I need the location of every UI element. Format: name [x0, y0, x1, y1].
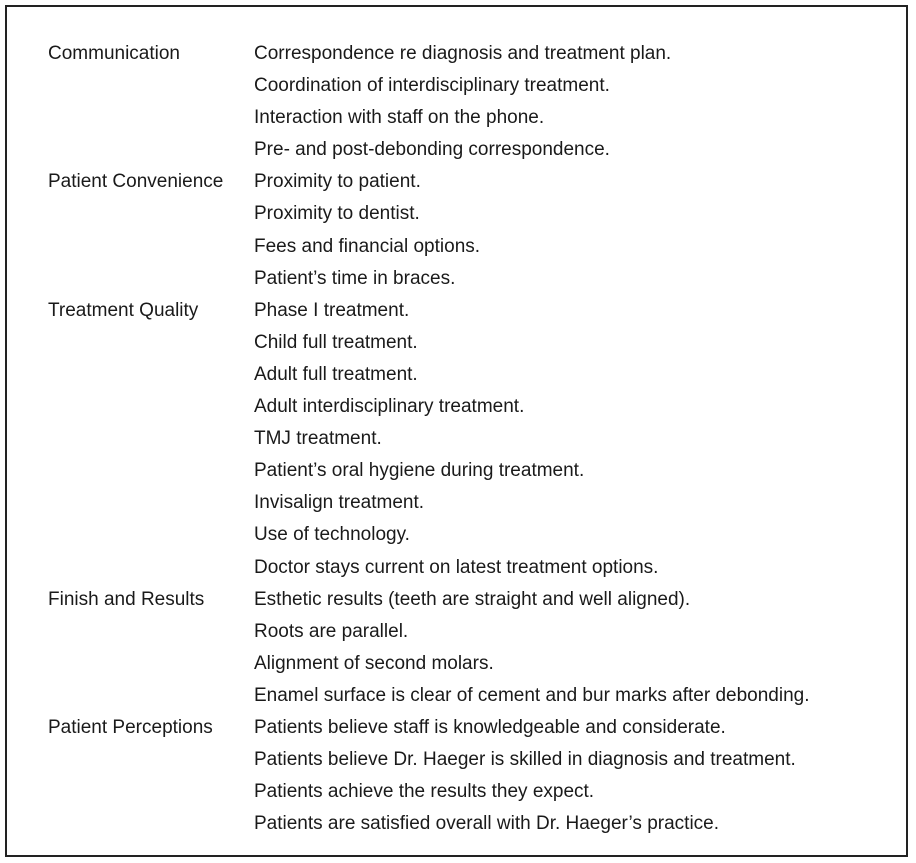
list-item: Proximity to dentist.	[254, 203, 420, 225]
list-item: Adult interdisciplinary treatment.	[254, 396, 525, 418]
list-item: Doctor stays current on latest treatment options.	[254, 556, 659, 578]
list-item: Roots are parallel.	[254, 620, 409, 642]
list-item: Enamel surface is clear of cement and bur marks after debonding.	[254, 684, 810, 706]
category-label: Finish and Results	[48, 588, 205, 610]
item-list	[254, 295, 898, 584]
list-item: Use of technology.	[254, 524, 410, 546]
list-item: TMJ treatment.	[254, 428, 382, 450]
list-item: Invisalign treatment.	[254, 492, 425, 514]
list-item: Pre- and post-debonding correspondence.	[254, 139, 610, 161]
group-patient-perceptions	[48, 712, 898, 840]
list-item: Phase I treatment.	[254, 299, 410, 321]
list-item: Patient’s oral hygiene during treatment.	[254, 460, 585, 482]
criteria-table	[48, 38, 898, 840]
category-label: Treatment Quality	[48, 299, 199, 321]
item-list	[254, 712, 898, 840]
list-item: Patients achieve the results they expect.	[254, 781, 595, 803]
list-item: Patients believe staff is knowledgeable and considerate.	[254, 716, 726, 738]
list-item: Coordination of interdisciplinary treatment.	[254, 75, 610, 97]
item-list	[254, 584, 898, 712]
list-item: Child full treatment.	[254, 331, 418, 353]
group-communication	[48, 38, 898, 166]
list-item: Patients believe Dr. Haeger is skilled in diagnosis and treatment.	[254, 749, 796, 771]
group-finish-and-results	[48, 584, 898, 712]
list-item: Alignment of second molars.	[254, 652, 494, 674]
category-label: Communication	[48, 43, 180, 64]
list-item: Patient’s time in braces.	[254, 267, 456, 289]
list-item: Correspondence re diagnosis and treatment plan.	[254, 43, 672, 64]
table-frame	[5, 5, 908, 857]
group-treatment-quality	[48, 295, 898, 584]
list-item: Patients are satisfied overall with Dr. Haeger’s practice.	[254, 813, 720, 835]
list-item: Adult full treatment.	[254, 363, 418, 385]
list-item: Interaction with staff on the phone.	[254, 107, 545, 129]
list-item: Proximity to patient.	[254, 171, 421, 193]
group-patient-convenience	[48, 166, 898, 294]
category-label: Patient Perceptions	[48, 716, 213, 738]
list-item: Esthetic results (teeth are straight and well aligned).	[254, 588, 691, 610]
list-item: Fees and financial options.	[254, 235, 481, 257]
item-list	[254, 38, 898, 166]
item-list	[254, 166, 898, 294]
category-label: Patient Convenience	[48, 171, 224, 193]
